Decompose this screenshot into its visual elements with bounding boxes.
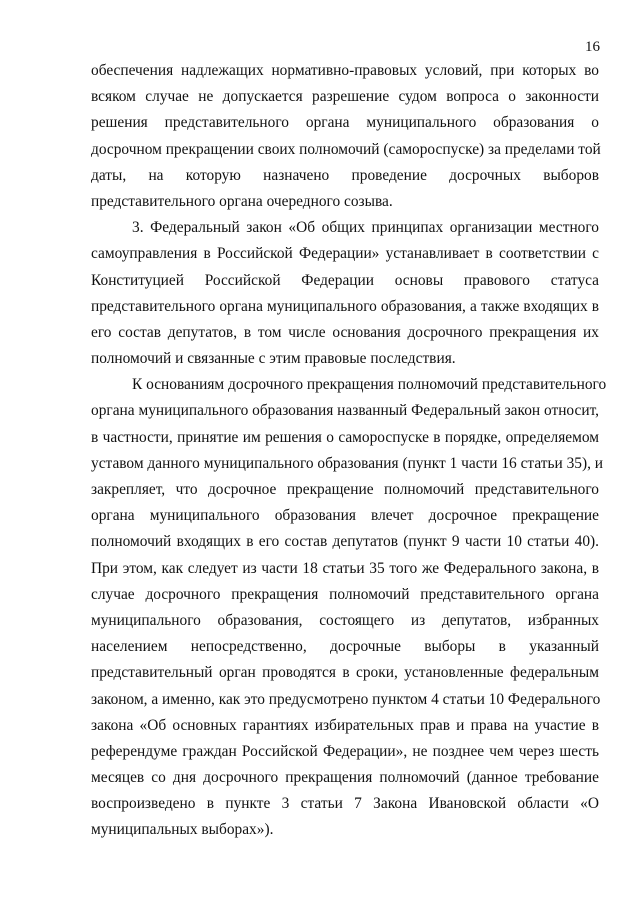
document-body-text (91, 58, 607, 844)
text-line: органа муниципального образования влечет досрочное прекращение (91, 507, 599, 525)
text-line: полномочий и связанные с этим правовые последствия. (91, 350, 456, 368)
text-line: воспроизведено в пункте 3 статьи 7 Закона Ивановской области «О (91, 795, 599, 813)
text-line: представительного органа муниципального образования, а также входящих в (91, 297, 599, 315)
text-line: представительного органа очередного созыва. (91, 192, 393, 210)
text-line: месяцев со дня досрочного прекращения полномочий (данное требование (91, 769, 599, 787)
text-line: законом, а именно, как это предусмотрено пунктом 4 статьи 10 Федерального (91, 690, 601, 708)
text-line: его состав депутатов, в том числе основания досрочного прекращения их (91, 323, 599, 341)
text-line: случае досрочного прекращения полномочий представительного органа (91, 585, 599, 603)
text-line: закона «Об основных гарантиях избирательных прав и права на участие в (91, 716, 599, 734)
text-line: К основаниям досрочного прекращения полномочий представительного (132, 376, 607, 394)
text-line: обеспечения надлежащих нормативно-правовых условий, при которых во (91, 62, 599, 79)
text-line: закрепляет, что досрочное прекращение полномочий представительного (91, 481, 599, 498)
text-line: 3. Федеральный закон «Об общих принципах организации местного (132, 219, 599, 237)
text-line: досрочном прекращении своих полномочий (самороспуске) за пределами той (91, 140, 601, 158)
text-line: полномочий входящих в его состав депутатов (пункт 9 части 10 статьи 40). (91, 533, 599, 551)
text-line: самоуправления в Российской Федерации» устанавливает в соответствии с (91, 245, 599, 263)
text-line: всяком случае не допускается разрешение судом вопроса о законности (91, 88, 599, 106)
text-line: референдуме граждан Российской Федерации», не позднее чем через шесть (91, 742, 599, 760)
text-line: населением непосредственно, досрочные выборы в указанный (91, 638, 599, 656)
text-line: уставом данного муниципального образования (пункт 1 части 16 статьи 35), и (91, 454, 604, 472)
text-line: муниципального образования, состоящего из депутатов, избранных (91, 611, 599, 629)
text-line: органа муниципального образования названный Федеральный закон относит, (91, 402, 599, 420)
text-line: При этом, как следует из части 18 статьи 35 того же Федерального закона, в (91, 559, 599, 577)
text-line: представительный орган проводятся в сроки, установленные федеральным (91, 664, 599, 682)
text-line: в частности, принятие им решения о самороспуске в порядке, определяемом (91, 428, 599, 446)
page-number: 16 (585, 39, 600, 55)
text-line: муниципальных выборах»). (91, 821, 274, 839)
text-line: решения представительного органа муниципального образования о (91, 114, 599, 132)
text-line: Конституцией Российской Федерации основы правового статуса (91, 271, 599, 289)
text-line: даты, на которую назначено проведение досрочных выборов (91, 166, 599, 184)
